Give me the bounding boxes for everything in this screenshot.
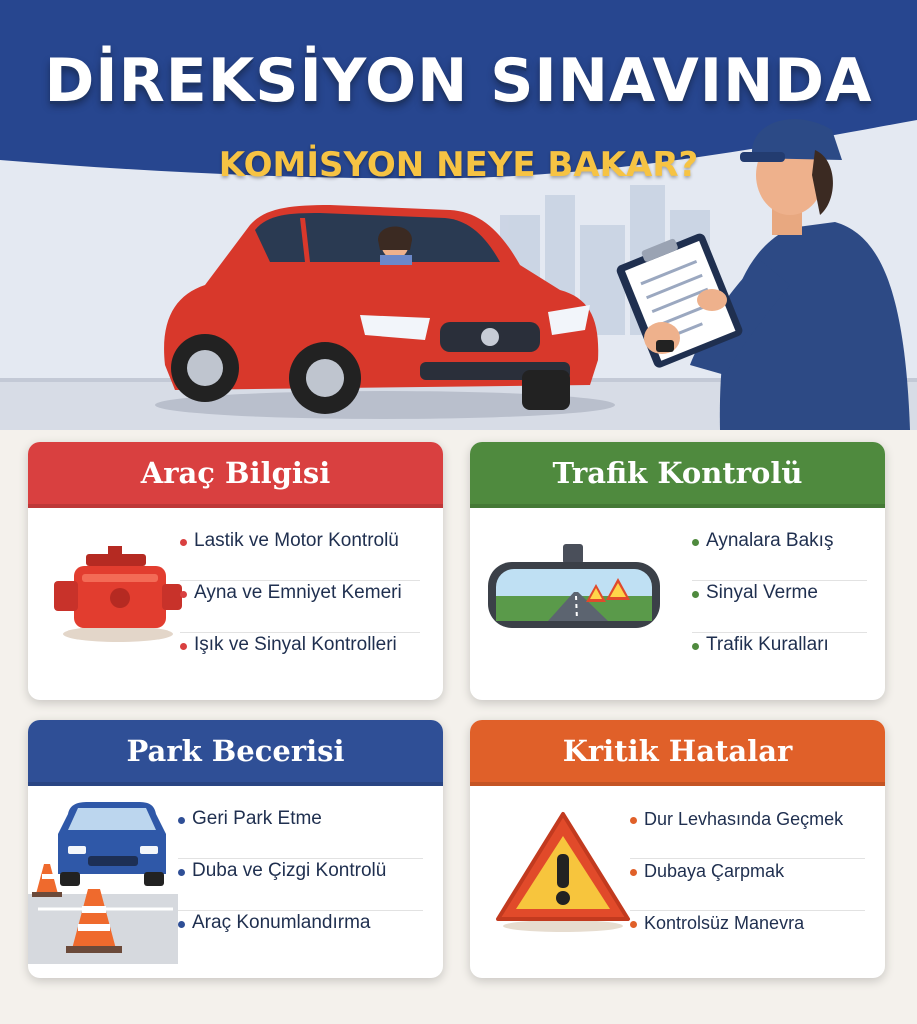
list-item: Dur Levhasında Geçmek [630, 808, 865, 859]
card-arac-bilgisi [28, 442, 443, 700]
card-title: Park Becerisi [28, 720, 443, 786]
list-item: Işık ve Sinyal Kontrolleri [180, 634, 420, 684]
list-item: Dubaya Çarpmak [630, 860, 865, 911]
engine-icon [46, 526, 196, 676]
list-item: Duba ve Çizgi Kontrolü [178, 860, 423, 911]
card-kritik-hatalar [470, 720, 885, 978]
list-item: Aynalara Bakış [692, 530, 867, 581]
list-item: Sinyal Verme [692, 582, 867, 633]
card-title: Trafik Kontrolü [470, 442, 885, 508]
card-park-becerisi [28, 720, 443, 978]
hero-banner [0, 0, 917, 430]
list-item: Trafik Kuralları [692, 634, 867, 684]
list-item: Geri Park Etme [178, 808, 423, 859]
list-item: Araç Konumlandırma [178, 912, 423, 962]
warning-triangle-icon [488, 804, 638, 954]
parking-car-icon [28, 794, 178, 964]
list-item: Kontrolsüz Manevra [630, 912, 865, 962]
list-item: Ayna ve Emniyet Kemeri [180, 582, 420, 633]
card-trafik-kontrolu [470, 442, 885, 700]
page-subtitle: KOMİSYON NEYE BAKAR? [218, 145, 699, 185]
rearview-mirror-icon [478, 526, 668, 676]
card-title: Kritik Hatalar [470, 720, 885, 786]
list-item: Lastik ve Motor Kontrolü [180, 530, 420, 581]
page-title: DİREKSİYON SINAVINDA [44, 46, 873, 116]
card-title: Araç Bilgisi [28, 442, 443, 508]
